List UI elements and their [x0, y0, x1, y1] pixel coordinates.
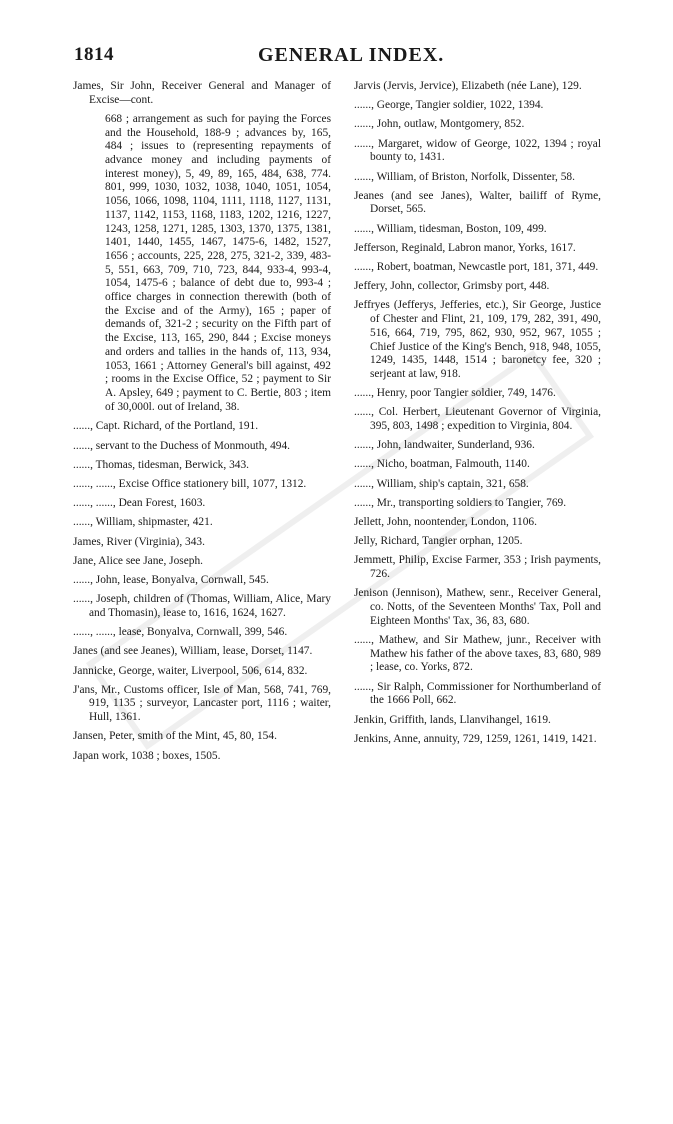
index-entry: J'ans, Mr., Customs officer, Isle of Man, 568, 741, 769, 919, 1135 ; surveyor, Lancaster port, 1116 ; waiter, Hull, 1361.	[73, 683, 331, 724]
index-entry: Jarvis (Jervis, Jervice), Elizabeth (née Lane), 129.	[354, 80, 582, 92]
index-entry: James, Sir John, Receiver General and Manager of Excise—cont.	[73, 80, 331, 106]
index-entry: ......, William, of Briston, Norfolk, Dissenter, 58.	[354, 170, 575, 183]
index-entry: ......, ......, lease, Bonyalva, Cornwall, 399, 546.	[73, 626, 288, 639]
page-number: 1814	[74, 44, 114, 65]
index-entry: ......, Mathew, and Sir Mathew, junr., Receiver with Mathew his father of the above taxes, 83, 680, 989 ; lease, co. Yorks, 872.	[354, 634, 601, 674]
index-entry: ......, William, ship's captain, 321, 658.	[354, 477, 529, 490]
index-entry: Jeffery, John, collector, Grimsby port, 448.	[354, 280, 550, 293]
right-column	[354, 80, 601, 752]
index-entry: ......, ......, Excise Office stationery bill, 1077, 1312.	[73, 477, 307, 490]
index-entry: Janes (and see Jeanes), William, lease, Dorset, 1147.	[73, 645, 313, 658]
index-entry: Jenkins, Anne, annuity, 729, 1259, 1261, 1419, 1421.	[354, 732, 597, 745]
index-entry: ......, John, outlaw, Montgomery, 852.	[354, 118, 525, 131]
index-entry: Japan work, 1038 ; boxes, 1505.	[73, 749, 221, 762]
index-entry: ......, servant to the Duchess of Monmouth, 494.	[73, 439, 291, 452]
left-column	[73, 80, 331, 769]
index-entry: Jenison (Jennison), Mathew, senr., Receiver General, co. Notts, of the Seventeen Months' Tax, Poll and Eighteen Months' Tax, 36, 83, 680.	[354, 587, 601, 627]
index-entry: ......, Col. Herbert, Lieutenant Governor of Virginia, 395, 803, 1498 ; expedition to Virginia, 804.	[354, 406, 601, 433]
index-entry: Jellett, John, noontender, London, 1106.	[354, 516, 537, 529]
page-title: GENERAL INDEX.	[258, 44, 445, 66]
index-entry: Jeffryes (Jefferys, Jefferies, etc.), Sir George, Justice of Chester and Flint, 21, 109, 179, 282, 391, 490, 516, 664, 719, 795, 862, 930, 952, 967, 1055 ; Chief Justice of the King's Bench, 918, 948, 1055, 1249, 1435, 1448, 1514 ; baronetcy fee, 320 ; serjeant at law, 918.	[354, 299, 601, 380]
index-entry: Jemmett, Philip, Excise Farmer, 353 ; Irish payments, 726.	[354, 554, 601, 581]
index-entry: ......, Nicho, boatman, Falmouth, 1140.	[354, 458, 530, 471]
index-entry: Jenkin, Griffith, lands, Llanvihangel, 1619.	[354, 713, 551, 726]
index-entry: Jeanes (and see Janes), Walter, bailiff of Ryme, Dorset, 565.	[354, 189, 601, 216]
index-entry: ......, Thomas, tidesman, Berwick, 343.	[73, 458, 250, 471]
index-entry: ......, Margaret, widow of George, 1022, 1394 ; royal bounty to, 1431.	[354, 137, 601, 164]
index-entry: ......, Joseph, children of (Thomas, William, Alice, Mary and Thomasin), lease to, 1616, 1624, 1627.	[73, 593, 331, 619]
index-entry: Jelly, Richard, Tangier orphan, 1205.	[354, 535, 523, 548]
index-entry: Jane, Alice see Jane, Joseph.	[73, 554, 204, 567]
index-entry: Jannicke, George, waiter, Liverpool, 506, 614, 832.	[73, 664, 308, 677]
index-entry: James, River (Virginia), 343.	[73, 535, 205, 548]
index-entry: Jansen, Peter, smith of the Mint, 45, 80, 154.	[73, 730, 277, 743]
index-entry: ......, William, tidesman, Boston, 109, 499.	[354, 222, 547, 235]
index-entry: Jefferson, Reginald, Labron manor, Yorks, 1617.	[354, 241, 576, 254]
index-entry: ......, George, Tangier soldier, 1022, 1394.	[354, 99, 544, 112]
index-entry: ......, ......, Dean Forest, 1603.	[73, 497, 206, 510]
index-entry: ......, Capt. Richard, of the Portland, 191.	[73, 420, 259, 433]
index-entry: ......, John, landwaiter, Sunderland, 936.	[354, 439, 535, 452]
index-entry: ......, Sir Ralph, Commissioner for Northumberland of the 1666 Poll, 662.	[354, 680, 601, 707]
index-entry: ......, Henry, poor Tangier soldier, 749, 1476.	[354, 387, 556, 400]
index-entry: ......, Robert, boatman, Newcastle port, 181, 371, 449.	[354, 261, 599, 274]
index-entry: ......, John, lease, Bonyalva, Cornwall, 545.	[73, 574, 269, 586]
index-entry: ......, Mr., transporting soldiers to Tangier, 769.	[354, 496, 567, 509]
index-entry-continuation: 668 ; arrangement as such for paying the Forces and the Household, 188-9 ; advances by, 165, 484 ; issues to (representing repayments of advance money and including payments of interest money), 5, 49, 89, 165, 484, 638, 774. 801, 999, 1030, 1032, 1038, 1040, 1051, 1054, 1056, 1066, 1098, 1104, 1111, 1118, 1127, 1131, 1137, 1142, 1153, 1168, 1183, 1202, 1216, 1227, 1243, 1258, 1271, 1285, 1303, 1370, 1375, 1381, 1401, 1440, 1455, 1467, 1475-6, 1482, 1527, 1656 ; accounts, 225, 228, 275, 321-2, 339, 483-5, 551, 663, 709, 710, 723, 844, 933-4, 993-4, 1054, 1475-6 ; balance of debt due to, 993-4 ; office charges in connection therewith (both of the Excise and of the Army), 165 ; paper of demands of, 321-2 ; security on the Fifth part of the Excise, 113, 165, 290, 844 ; Excise moneys and orders and tallies in the hands of, 113, 934, 1053, 1661 ; Attorney General's bill against, 492 ; rooms in the Excise Office, 52 ; payment to Sir A. Apsley, 649 ; payment to C. Bertie, 803 ; item of 30,000l. out of Ireland, 38.	[105, 112, 331, 413]
index-entry: ......, William, shipmaster, 421.	[73, 516, 213, 529]
